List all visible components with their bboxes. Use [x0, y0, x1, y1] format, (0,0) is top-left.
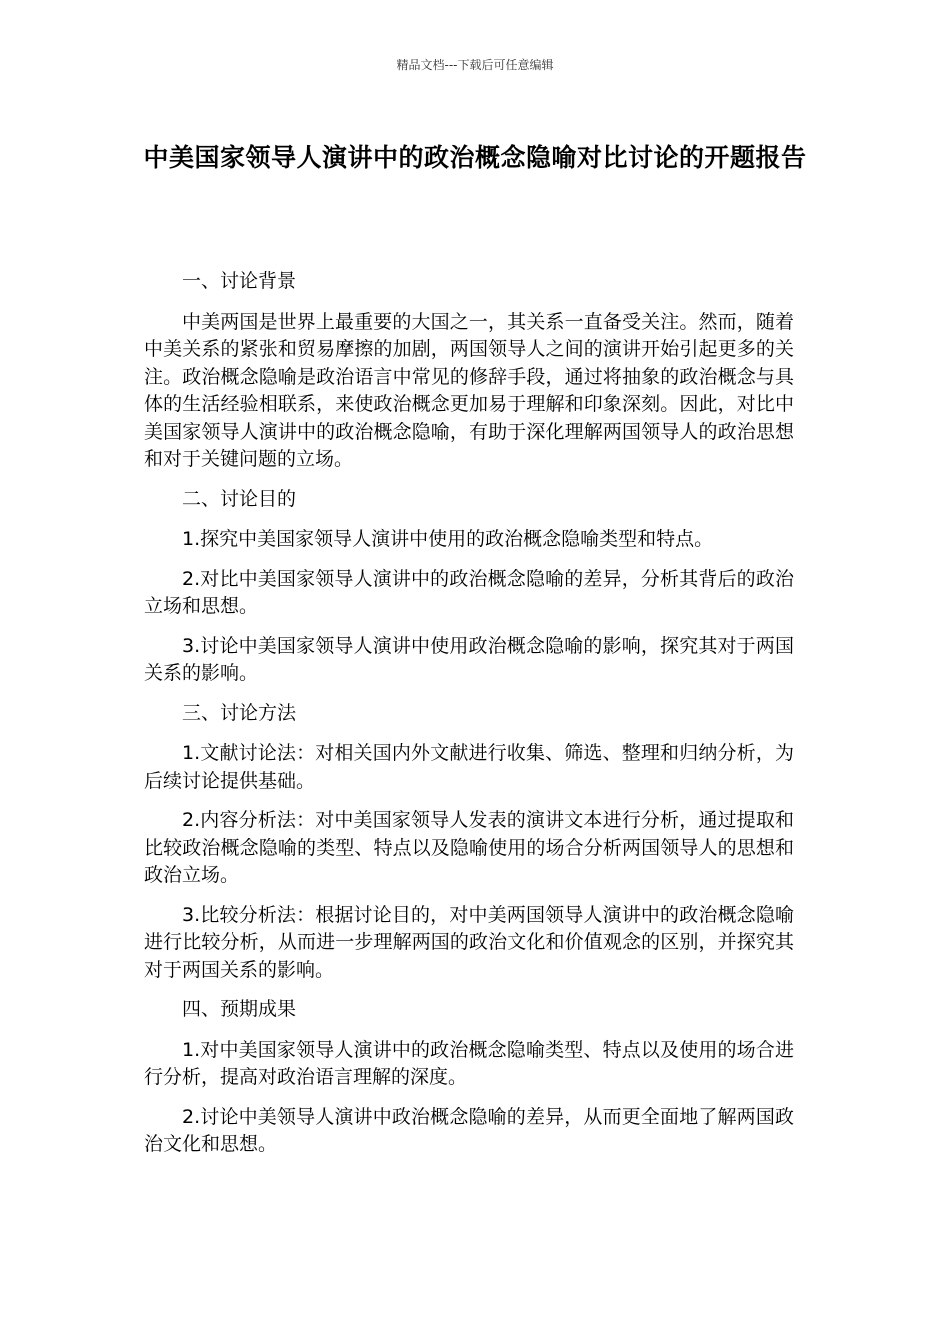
section-heading-outcomes: 四、预期成果: [182, 998, 297, 1020]
document-title: 中美国家领导人演讲中的政治概念隐喻对比讨论的开题报告: [143, 143, 807, 172]
document-body: [144, 268, 794, 1171]
outcome-item-1: 1.对中美国家领导人演讲中的政治概念隐喻类型、特点以及使用的场合进行分析，提高对政治语言理解的深度。: [144, 1038, 794, 1088]
header-note: 精品文档---下载后可任意编辑: [396, 58, 554, 72]
outcome-item-2: 2.讨论中美领导人演讲中政治概念隐喻的差异，从而更全面地了解两国政治文化和思想。: [144, 1105, 794, 1155]
background-paragraph: 中美两国是世界上最重要的大国之一，其关系一直备受关注。然而，随着中美关系的紧张和贸易摩擦的加剧，两国领导人之间的演讲开始引起更多的关注。政治概念隐喻是政治语言中常见的修辞手段，通过将抽象的政治概念与具体的生活经验相联系，来使政治概念更加易于理解和印象深刻。因此，对比中美国家领导人演讲中的政治概念隐喻，有助于深化理解两国领导人的政治思想和对于关键问题的立场。: [144, 310, 794, 470]
section-heading-background: 一、讨论背景: [182, 270, 297, 292]
purpose-item-3: 3.讨论中美国家领导人演讲中使用政治概念隐喻的影响，探究其对于两国关系的影响。: [144, 634, 794, 684]
section-heading-purpose: 二、讨论目的: [182, 487, 297, 510]
method-item-2: 2.内容分析法：对中美国家领导人发表的演讲文本进行分析，通过提取和比较政治概念隐喻的类型、特点以及隐喻使用的场合分析两国领导人的思想和政治立场。: [144, 809, 794, 886]
purpose-item-1: 1.探究中美国家领导人演讲中使用的政治概念隐喻类型和特点。: [182, 528, 714, 550]
purpose-item-2: 2.对比中美国家领导人演讲中的政治概念隐喻的差异，分析其背后的政治立场和思想。: [144, 567, 794, 617]
section-heading-method: 三、讨论方法: [182, 701, 297, 724]
method-item-1: 1.文献讨论法：对相关国内外文献进行收集、筛选、整理和归纳分析，为后续讨论提供基础。: [144, 742, 794, 792]
method-item-3: 3.比较分析法：根据讨论目的，对中美两国领导人演讲中的政治概念隐喻进行比较分析，从而进一步理解两国的政治文化和价值观念的区别，并探究其对于两国关系的影响。: [144, 903, 794, 981]
